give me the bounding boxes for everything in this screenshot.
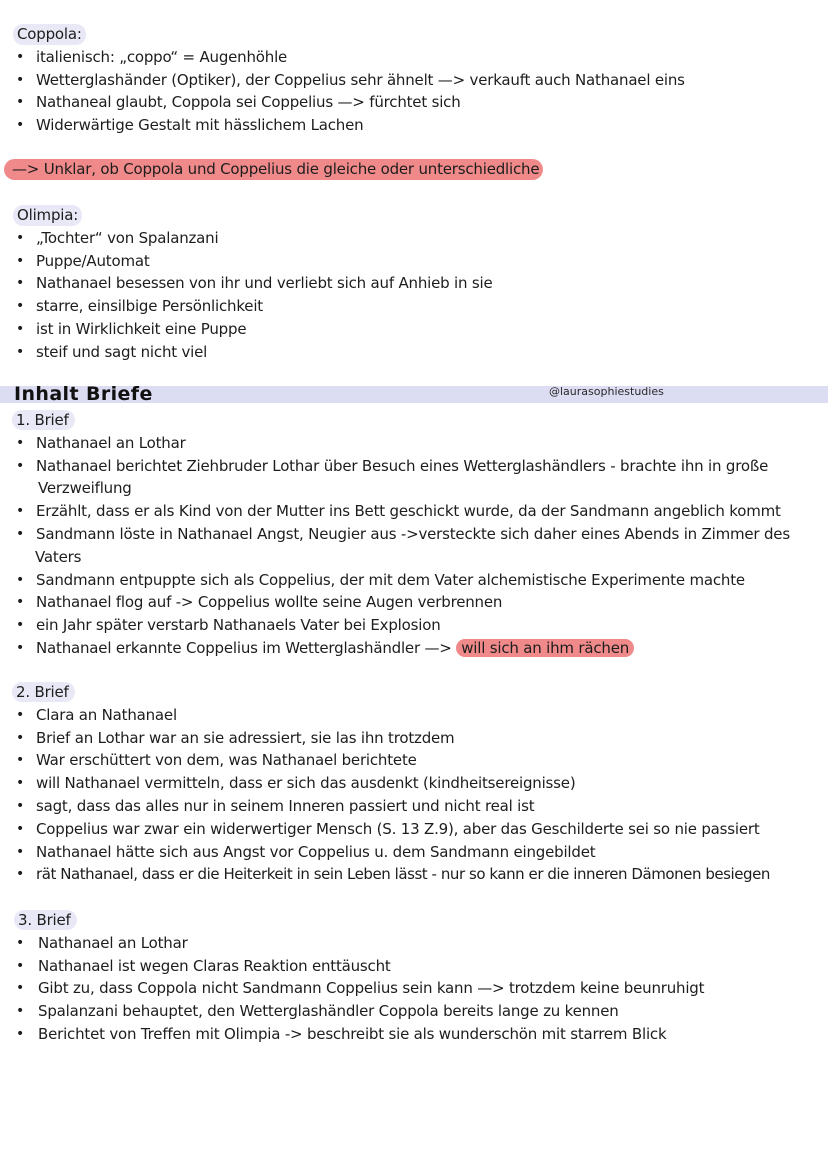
brief-1-section: [0, 409, 828, 660]
list-item: • Nathanael flog auf -> Coppelius wollte seine Augen verbrennen: [16, 593, 503, 612]
list-item: • Sandmann löste in Nathanael Angst, Neugier aus ->versteckte sich daher eines Abends in Zimmer des: [16, 524, 790, 543]
brief-1-heading: 1. Brief: [12, 410, 75, 430]
section-title: Inhalt Briefe: [14, 383, 153, 405]
olimpia-section: [0, 204, 828, 364]
list-item: • will Nathanael vermitteln, dass er sich das ausdenkt (kindheitsereignisse): [16, 774, 576, 793]
list-item: • Nathanael ist wegen Claras Reaktion enttäuscht: [16, 956, 391, 975]
list-item: • ein Jahr später verstarb Nathanaels Vater bei Explosion: [16, 616, 441, 635]
brief-2-heading: 2. Brief: [12, 682, 75, 702]
author-handle: @laurasophiestudies: [549, 385, 664, 398]
list-item: • Coppelius war zwar ein widerwertiger Mensch (S. 13 Z.9), aber das Geschilderte sei so nie passiert: [16, 819, 760, 838]
revenge-highlight: will sich an ihm rächen: [456, 639, 634, 657]
list-item: • Berichtet von Treffen mit Olimpia -> beschreibt sie als wunderschön mit starrem Blick: [16, 1024, 667, 1043]
list-item: • Nathanael hätte sich aus Angst vor Coppelius u. dem Sandmann eingebildet: [16, 842, 596, 861]
list-item: • Brief an Lothar war an sie adressiert, sie las ihn trotzdem: [16, 728, 455, 747]
list-item: • „Tochter“ von Spalanzani: [16, 228, 219, 247]
coppola-section: [0, 23, 828, 137]
coppola-conclusion-highlight: —> Unklar, ob Coppola und Coppelius die gleiche oder unterschiedliche: [4, 159, 543, 180]
list-item: • Nathanael an Lothar: [16, 433, 186, 452]
brief-2-section: [0, 681, 828, 886]
list-item: • starre, einsilbige Persönlichkeit: [16, 297, 263, 316]
list-item: • Sandmann entpuppte sich als Coppelius, der mit dem Vater alchemistische Experimente machte: [16, 570, 745, 589]
olimpia-heading: Olimpia:: [13, 205, 82, 226]
list-item: • italienisch: „coppo“ = Augenhöhle: [16, 47, 288, 66]
list-item: • Nathanael an Lothar: [16, 933, 188, 952]
list-item: • Nathaneal glaubt, Coppola sei Coppelius —> fürchtet sich: [16, 93, 461, 112]
brief-3-heading: 3. Brief: [14, 910, 77, 930]
list-item: • Nathanael besessen von ihr und verliebt sich auf Anhieb in sie: [16, 274, 493, 293]
list-item-continuation: Verzweiflung: [38, 479, 132, 498]
list-item: • Spalanzani behauptet, den Wetterglashändler Coppola bereits lange zu kennen: [16, 1002, 619, 1021]
list-item: • Wetterglashänder (Optiker), der Coppelius sehr ähnelt —> verkauft auch Nathanael eins: [16, 70, 685, 89]
list-item: • ist in Wirklichkeit eine Puppe: [16, 319, 247, 338]
list-item: • Erzählt, dass er als Kind von der Mutter ins Bett geschickt wurde, da der Sandmann angeblich kommt: [16, 502, 781, 521]
list-item: • rät Nathanael, dass er die Heiterkeit in sein Leben lässt - nur so kann er die inneren Dämonen besiegen: [16, 865, 770, 884]
list-item: • steif und sagt nicht viel: [16, 342, 208, 361]
brief-3-section: [0, 909, 828, 1046]
list-item: • Nathanael erkannte Coppelius im Wetterglashändler —> will sich an ihm rächen: [0, 637, 828, 660]
coppola-heading: Coppola:: [13, 24, 86, 45]
list-item: • Nathanael berichtet Ziehbruder Lothar über Besuch eines Wetterglashändlers - brachte ihn in große: [16, 456, 769, 475]
list-item-continuation: Vaters: [35, 547, 82, 566]
list-item: • Puppe/Automat: [16, 251, 150, 270]
list-item: • sagt, dass das alles nur in seinem Inneren passiert und nicht real ist: [16, 796, 535, 815]
list-item: • War erschüttert von dem, was Nathanael berichtete: [16, 751, 417, 770]
list-item: • Gibt zu, dass Coppola nicht Sandmann Coppelius sein kann —> trotzdem keine beunruhigt: [16, 979, 705, 998]
list-item: • Widerwärtige Gestalt mit hässlichem Lachen: [16, 116, 364, 135]
list-item: • Clara an Nathanael: [16, 705, 177, 724]
